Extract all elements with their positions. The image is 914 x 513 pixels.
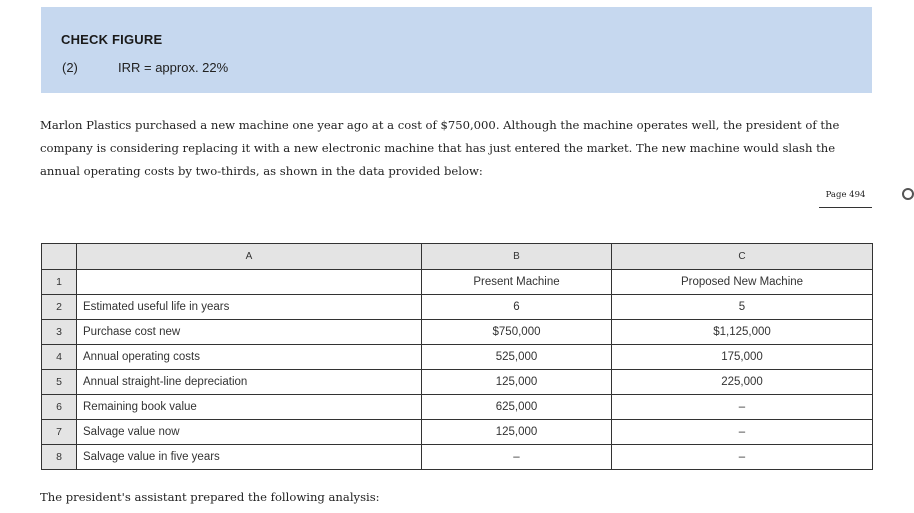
footer-text: The president's assistant prepared the following analysis:	[40, 490, 380, 504]
corner-cell	[42, 244, 77, 270]
cell-b: Present Machine	[422, 270, 612, 295]
column-header-a: A	[77, 244, 422, 270]
table-row	[42, 445, 873, 470]
row-number: 3	[42, 320, 77, 345]
spreadsheet-table	[41, 243, 873, 470]
cell-b: 6	[422, 295, 612, 320]
cell-c: –	[612, 445, 873, 470]
table-row	[42, 345, 873, 370]
cell-c: 175,000	[612, 345, 873, 370]
column-header-b: B	[422, 244, 612, 270]
paragraph-line: Marlon Plastics purchased a new machine one year ago at a cost of $750,000. Although the machine operates well, the president of the	[40, 118, 840, 132]
column-header-c: C	[612, 244, 873, 270]
row-number: 1	[42, 270, 77, 295]
cell-a: Estimated useful life in years	[77, 295, 422, 320]
cell-c: –	[612, 395, 873, 420]
cell-c: 5	[612, 295, 873, 320]
cell-a	[77, 270, 422, 295]
paragraph-line: company is considering replacing it with a new electronic machine that has just entered the market. The new machine would slash the	[40, 141, 836, 155]
table-row	[42, 370, 873, 395]
problem-paragraph	[40, 114, 872, 183]
cell-b: $750,000	[422, 320, 612, 345]
paragraph-line: annual operating costs by two-thirds, as shown in the data provided below:	[40, 164, 483, 178]
row-number: 7	[42, 420, 77, 445]
cell-c: Proposed New Machine	[612, 270, 873, 295]
row-number: 5	[42, 370, 77, 395]
cell-a: Annual operating costs	[77, 345, 422, 370]
cell-a: Purchase cost new	[77, 320, 422, 345]
cell-b: 125,000	[422, 420, 612, 445]
check-figure-number: (2)	[62, 60, 78, 75]
check-figure-title: CHECK FIGURE	[61, 32, 163, 47]
cell-a: Annual straight-line depreciation	[77, 370, 422, 395]
cell-a: Salvage value now	[77, 420, 422, 445]
row-number: 4	[42, 345, 77, 370]
table-row	[42, 420, 873, 445]
row-number: 2	[42, 295, 77, 320]
cell-a: Salvage value in five years	[77, 445, 422, 470]
table-row	[42, 295, 873, 320]
table-row	[42, 395, 873, 420]
cell-b: 525,000	[422, 345, 612, 370]
page-reference: Page 494	[819, 186, 872, 208]
cell-b: –	[422, 445, 612, 470]
check-figure-box	[41, 7, 872, 93]
check-figure-text: IRR = approx. 22%	[118, 60, 229, 75]
cell-a: Remaining book value	[77, 395, 422, 420]
column-header-row	[42, 244, 873, 270]
row-number: 6	[42, 395, 77, 420]
circle-icon	[902, 188, 914, 200]
cell-c: –	[612, 420, 873, 445]
cell-c: $1,125,000	[612, 320, 873, 345]
cell-b: 125,000	[422, 370, 612, 395]
table-row	[42, 320, 873, 345]
cell-c: 225,000	[612, 370, 873, 395]
cell-b: 625,000	[422, 395, 612, 420]
table-row	[42, 270, 873, 295]
row-number: 8	[42, 445, 77, 470]
